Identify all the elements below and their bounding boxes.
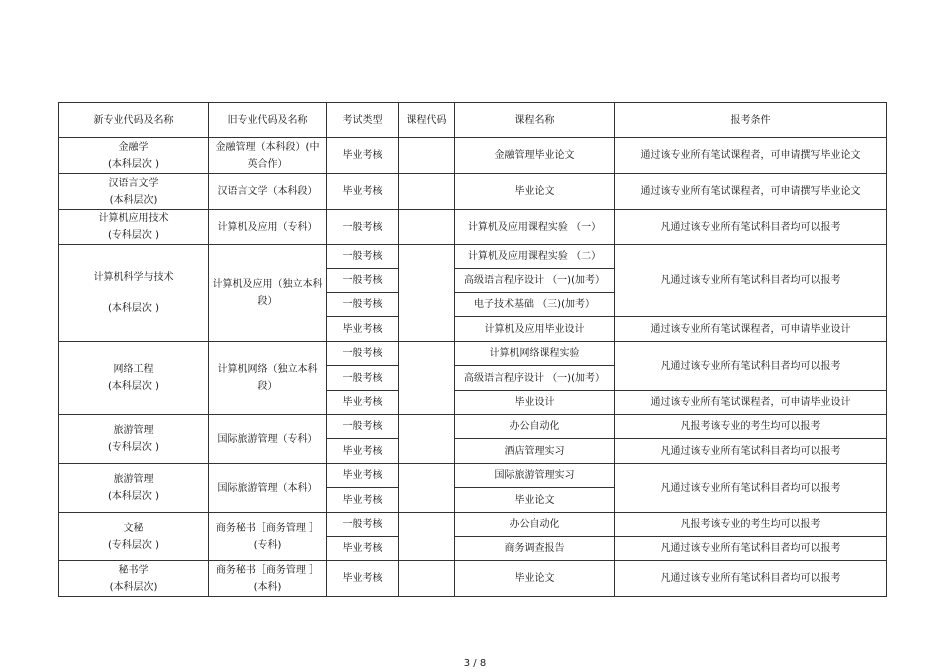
exam-type-cell: 毕业考核: [327, 488, 399, 513]
exam-type-cell: 一般考核: [327, 245, 399, 269]
exam-type-cell: 一般考核: [327, 342, 399, 366]
exam-type-cell: 毕业考核: [327, 138, 399, 174]
header-exam-type: 考试类型: [327, 103, 399, 138]
table-row: [59, 138, 887, 174]
exam-type-cell: 一般考核: [327, 415, 399, 439]
new-major-cell: 文秘 (专科层次 ): [59, 513, 209, 561]
header-row: [59, 103, 887, 138]
course-name-cell: 国际旅游管理实习: [455, 464, 615, 488]
table-row: [59, 210, 887, 245]
table-row: [59, 464, 887, 488]
course-name-cell: 高级语言程序设计 （一)(加考）: [455, 366, 615, 391]
exam-table: [58, 102, 887, 597]
course-code-cell: [399, 342, 455, 415]
course-code-cell: [399, 513, 455, 561]
table-row: [59, 415, 887, 439]
condition-cell: 凡报考该专业的考生均可以报考: [615, 415, 887, 439]
exam-type-cell: 毕业考核: [327, 537, 399, 561]
table-row: [59, 174, 887, 210]
old-major-cell: 计算机网络（独立本科段）: [209, 342, 327, 415]
course-name-cell: 电子技术基础 （三)(加考）: [455, 293, 615, 317]
course-name-cell: 金融管理毕业论文: [455, 138, 615, 174]
new-major-cell: 计算机应用技术 (专科层次 ): [59, 210, 209, 245]
new-major-cell: 金融学 (本科层次 ): [59, 138, 209, 174]
condition-cell: 凡通过该专业所有笔试科目者均可以报考: [615, 464, 887, 513]
header-new-major: 新专业代码及名称: [59, 103, 209, 138]
exam-type-cell: 一般考核: [327, 269, 399, 293]
header-course-code: 课程代码: [399, 103, 455, 138]
table-row: [59, 513, 887, 537]
header-course-name: 课程名称: [455, 103, 615, 138]
course-name-cell: 毕业论文: [455, 488, 615, 513]
course-code-cell: [399, 210, 455, 245]
condition-cell: 凡通过该专业所有笔试科目者均可以报考: [615, 245, 887, 317]
course-name-cell: 计算机网络课程实验: [455, 342, 615, 366]
new-major-cell: 旅游管理 (专科层次 ): [59, 415, 209, 464]
table-row: [59, 342, 887, 366]
course-code-cell: [399, 464, 455, 513]
condition-cell: 通过该专业所有笔试课程者，可申请撰写毕业论文: [615, 138, 887, 174]
old-major-cell: 金融管理（本科段）(中英合作）: [209, 138, 327, 174]
new-major-cell: 汉语言文学 (本科层次): [59, 174, 209, 210]
course-name-cell: 商务调查报告: [455, 537, 615, 561]
exam-type-cell: 一般考核: [327, 513, 399, 537]
old-major-cell: 商务秘书［商务管理 ］ (本科): [209, 561, 327, 597]
page-number: 3 / 8: [463, 658, 487, 669]
old-major-cell: 计算机及应用（专科）: [209, 210, 327, 245]
exam-type-cell: 一般考核: [327, 293, 399, 317]
condition-cell: 通过该专业所有笔试课程者，可申请毕业设计: [615, 391, 887, 415]
exam-type-cell: 一般考核: [327, 210, 399, 245]
course-name-cell: 酒店管理实习: [455, 439, 615, 464]
course-code-cell: [399, 561, 455, 597]
exam-type-cell: 一般考核: [327, 366, 399, 391]
header-old-major: 旧专业代码及名称: [209, 103, 327, 138]
course-name-cell: 计算机及应用毕业设计: [455, 317, 615, 342]
new-major-cell: 计算机科学与技术 (本科层次 ): [59, 245, 209, 342]
exam-type-cell: 毕业考核: [327, 439, 399, 464]
exam-type-cell: 毕业考核: [327, 317, 399, 342]
condition-cell: 凡报考该专业的考生均可以报考: [615, 513, 887, 537]
course-name-cell: 毕业论文: [455, 174, 615, 210]
course-name-cell: 毕业设计: [455, 391, 615, 415]
course-code-cell: [399, 138, 455, 174]
course-name-cell: 计算机及应用课程实验 （二）: [455, 245, 615, 269]
condition-cell: 凡通过该专业所有笔试科目者均可以报考: [615, 537, 887, 561]
condition-cell: 通过该专业所有笔试课程者，可申请毕业设计: [615, 317, 887, 342]
course-code-cell: [399, 245, 455, 342]
exam-type-cell: 毕业考核: [327, 391, 399, 415]
condition-cell: 凡通过该专业所有笔试科目者均可以报考: [615, 439, 887, 464]
table-row: [59, 245, 887, 269]
exam-type-cell: 毕业考核: [327, 561, 399, 597]
header-conditions: 报考条件: [615, 103, 887, 138]
table-row: [59, 561, 887, 597]
old-major-cell: 商务秘书［商务管理 ］ (专科): [209, 513, 327, 561]
course-name-cell: 高级语言程序设计 （一)(加考）: [455, 269, 615, 293]
exam-type-cell: 毕业考核: [327, 174, 399, 210]
old-major-cell: 汉语言文学（本科段）: [209, 174, 327, 210]
old-major-cell: 国际旅游管理（本科）: [209, 464, 327, 513]
new-major-cell: 秘书学 (本科层次): [59, 561, 209, 597]
course-name-cell: 办公自动化: [455, 513, 615, 537]
old-major-cell: 国际旅游管理（专科）: [209, 415, 327, 464]
course-code-cell: [399, 174, 455, 210]
exam-type-cell: 毕业考核: [327, 464, 399, 488]
new-major-cell: 网络工程 (本科层次 ): [59, 342, 209, 415]
condition-cell: 凡通过该专业所有笔试科目者均可以报考: [615, 561, 887, 597]
course-name-cell: 办公自动化: [455, 415, 615, 439]
new-major-cell: 旅游管理 (本科层次 ): [59, 464, 209, 513]
course-name-cell: 计算机及应用课程实验 （一）: [455, 210, 615, 245]
course-name-cell: 毕业论文: [455, 561, 615, 597]
old-major-cell: 计算机及应用（独立本科段）: [209, 245, 327, 342]
course-code-cell: [399, 415, 455, 464]
condition-cell: 凡通过该专业所有笔试科目者均可以报考: [615, 342, 887, 391]
condition-cell: 通过该专业所有笔试课程者，可申请撰写毕业论文: [615, 174, 887, 210]
condition-cell: 凡通过该专业所有笔试科目者均可以报考: [615, 210, 887, 245]
